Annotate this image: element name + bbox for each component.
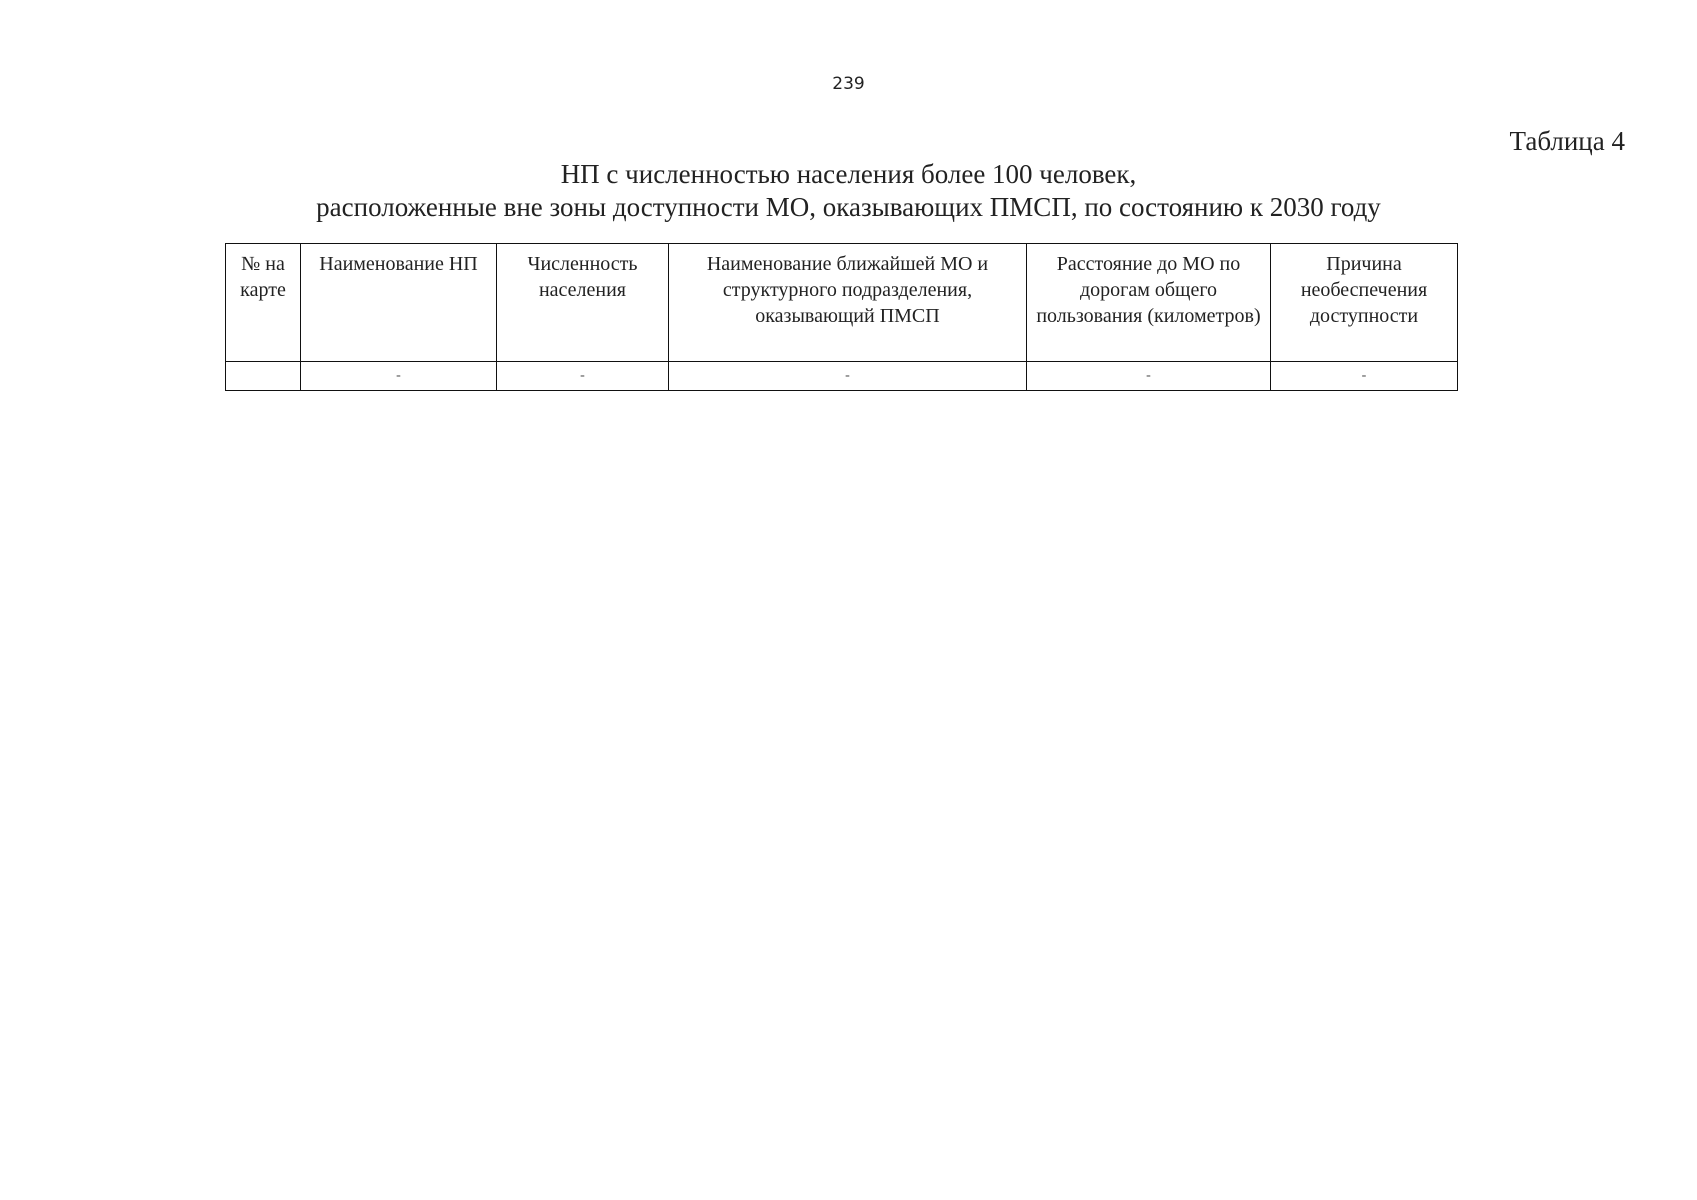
header-map-number: № на карте <box>226 244 301 362</box>
cell-reason: - <box>1271 362 1458 391</box>
cell-map-number <box>226 362 301 391</box>
data-table <box>225 243 1458 391</box>
cell-nearest-mo: - <box>669 362 1027 391</box>
table-title <box>0 158 1697 224</box>
header-settlement-name: Наименование НП <box>301 244 497 362</box>
table-title-line-1: НП с численностью населения более 100 человек, <box>560 159 1137 189</box>
cell-distance: - <box>1027 362 1271 391</box>
header-population: Численность населения <box>497 244 669 362</box>
cell-settlement-name: - <box>301 362 497 391</box>
table-body <box>226 362 1458 391</box>
table-header <box>226 244 1458 362</box>
table-label: Таблица 4 <box>1509 126 1625 156</box>
table-row <box>226 362 1458 391</box>
header-reason: Причина необеспечения доступности <box>1271 244 1458 362</box>
header-nearest-mo: Наименование ближайшей МО и структурного подразделения, оказывающий ПМСП <box>669 244 1027 362</box>
page-number: 239 <box>832 74 865 94</box>
cell-population: - <box>497 362 669 391</box>
table-title-line-2: расположенные вне зоны доступности МО, оказывающих ПМСП, по состоянию к 2030 году <box>316 192 1381 222</box>
header-row <box>226 244 1458 362</box>
header-distance: Расстояние до МО по дорогам общего пользования (километров) <box>1027 244 1271 362</box>
